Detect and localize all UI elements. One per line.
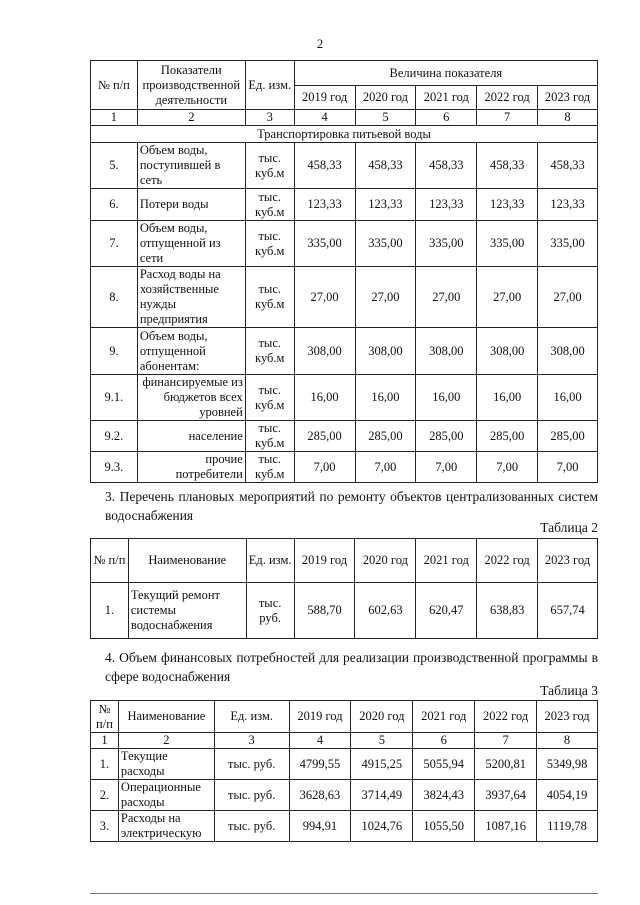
row-num: 8. xyxy=(91,267,138,328)
header-num: № п/п xyxy=(91,539,129,583)
value-cell: 458,33 xyxy=(477,143,538,189)
header-year: 2019 год xyxy=(294,86,355,110)
value-cell: 27,00 xyxy=(477,267,538,328)
value-cell: 1087,16 xyxy=(475,811,537,842)
header-year: 2022 год xyxy=(477,539,538,583)
row-num: 7. xyxy=(91,221,138,267)
index-cell: 4 xyxy=(294,110,355,126)
value-cell: 123,33 xyxy=(538,189,598,221)
header-value-group: Величина показателя xyxy=(294,61,597,86)
table-row xyxy=(91,749,598,780)
index-cell: 5 xyxy=(355,110,416,126)
row-num: 9.2. xyxy=(91,421,138,452)
table-row xyxy=(91,421,598,452)
value-cell: 3937,64 xyxy=(475,780,537,811)
value-cell: 27,00 xyxy=(355,267,416,328)
value-cell: 7,00 xyxy=(294,452,355,483)
row-name: Операционные расходы xyxy=(118,780,214,811)
value-cell: 335,00 xyxy=(538,221,598,267)
repair-measures-table xyxy=(90,538,598,639)
row-unit: тыс. куб.м xyxy=(245,328,294,375)
row-name: Объем воды, отпущенной из сети xyxy=(137,221,245,267)
header-year: 2021 год xyxy=(416,86,477,110)
header-indicator: Показатели производственной деятельности xyxy=(137,61,245,110)
value-cell: 123,33 xyxy=(294,189,355,221)
row-name: Потери воды xyxy=(137,189,245,221)
index-cell: 6 xyxy=(413,733,475,749)
row-name: население xyxy=(137,421,245,452)
value-cell: 3628,63 xyxy=(289,780,351,811)
row-num: 9.3. xyxy=(91,452,138,483)
row-unit: тыс. руб. xyxy=(214,749,289,780)
row-unit: тыс. куб.м xyxy=(245,189,294,221)
value-cell: 638,83 xyxy=(477,583,538,639)
value-cell: 4054,19 xyxy=(537,780,598,811)
value-cell: 5055,94 xyxy=(413,749,475,780)
row-unit: тыс. куб.м xyxy=(245,221,294,267)
section-4-heading: 4. Объем финансовых потребностей для реализации производственной программы в сфере водоснабжения xyxy=(105,650,598,684)
row-name: Расход воды на хозяйственные нужды предприятия xyxy=(137,267,245,328)
index-cell: 3 xyxy=(214,733,289,749)
value-cell: 123,33 xyxy=(355,189,416,221)
row-name: финансируемые из бюджетов всех уровней xyxy=(137,375,245,421)
row-num: 9.1. xyxy=(91,375,138,421)
index-row xyxy=(91,733,598,749)
index-cell: 1 xyxy=(91,733,119,749)
index-cell: 3 xyxy=(245,110,294,126)
value-cell: 285,00 xyxy=(477,421,538,452)
row-num: 5. xyxy=(91,143,138,189)
header-year: 2023 год xyxy=(538,539,598,583)
header-year: 2019 год xyxy=(289,701,351,733)
section-heading: Транспортировка питьевой воды xyxy=(91,126,598,143)
value-cell: 1055,50 xyxy=(413,811,475,842)
value-cell: 458,33 xyxy=(416,143,477,189)
value-cell: 1024,76 xyxy=(351,811,413,842)
row-name: Расходы на электрическую xyxy=(118,811,214,842)
table-row xyxy=(91,583,598,639)
row-num: 2. xyxy=(91,780,119,811)
value-cell: 588,70 xyxy=(294,583,355,639)
value-cell: 7,00 xyxy=(477,452,538,483)
index-cell: 1 xyxy=(91,110,138,126)
value-cell: 27,00 xyxy=(416,267,477,328)
value-cell: 4915,25 xyxy=(351,749,413,780)
table-2-caption: Таблица 2 xyxy=(540,520,598,535)
value-cell: 4799,55 xyxy=(289,749,351,780)
value-cell: 458,33 xyxy=(294,143,355,189)
value-cell: 308,00 xyxy=(477,328,538,375)
header-year: 2021 год xyxy=(416,539,477,583)
header-year: 2022 год xyxy=(477,86,538,110)
financial-needs-table xyxy=(90,700,598,842)
value-cell: 308,00 xyxy=(355,328,416,375)
value-cell: 27,00 xyxy=(538,267,598,328)
index-cell: 7 xyxy=(475,733,537,749)
value-cell: 308,00 xyxy=(416,328,477,375)
table-row xyxy=(91,375,598,421)
index-cell: 2 xyxy=(137,110,245,126)
value-cell: 285,00 xyxy=(294,421,355,452)
table-3-caption: Таблица 3 xyxy=(540,683,598,698)
header-year: 2019 год xyxy=(294,539,355,583)
table-row xyxy=(91,189,598,221)
value-cell: 620,47 xyxy=(416,583,477,639)
production-indicators-table xyxy=(90,60,598,483)
index-cell: 5 xyxy=(351,733,413,749)
value-cell: 657,74 xyxy=(538,583,598,639)
row-unit: тыс. куб.м xyxy=(245,143,294,189)
table-row xyxy=(91,221,598,267)
value-cell: 123,33 xyxy=(416,189,477,221)
value-cell: 7,00 xyxy=(416,452,477,483)
table-row xyxy=(91,780,598,811)
value-cell: 994,91 xyxy=(289,811,351,842)
header-year: 2020 год xyxy=(351,701,413,733)
row-num: 1. xyxy=(91,749,119,780)
value-cell: 335,00 xyxy=(416,221,477,267)
index-cell: 4 xyxy=(289,733,351,749)
row-num: 6. xyxy=(91,189,138,221)
index-cell: 2 xyxy=(118,733,214,749)
value-cell: 285,00 xyxy=(416,421,477,452)
row-unit: тыс. куб.м xyxy=(245,452,294,483)
header-name: Наименование xyxy=(128,539,246,583)
value-cell: 7,00 xyxy=(355,452,416,483)
header-unit: Ед. изм. xyxy=(245,61,294,110)
value-cell: 1119,78 xyxy=(537,811,598,842)
row-name: Текущие расходы xyxy=(118,749,214,780)
value-cell: 285,00 xyxy=(538,421,598,452)
row-num: 1. xyxy=(91,583,129,639)
index-cell: 7 xyxy=(477,110,538,126)
value-cell: 335,00 xyxy=(294,221,355,267)
value-cell: 602,63 xyxy=(355,583,416,639)
index-cell: 8 xyxy=(537,733,598,749)
header-year: 2022 год xyxy=(475,701,537,733)
value-cell: 285,00 xyxy=(355,421,416,452)
row-name: прочие потребители xyxy=(137,452,245,483)
value-cell: 16,00 xyxy=(355,375,416,421)
value-cell: 5200,81 xyxy=(475,749,537,780)
row-unit: тыс. руб. xyxy=(214,780,289,811)
row-unit: тыс. куб.м xyxy=(245,421,294,452)
header-num: № п/п xyxy=(91,61,138,110)
value-cell: 16,00 xyxy=(416,375,477,421)
page-number: 2 xyxy=(316,36,324,51)
table-row xyxy=(91,143,598,189)
value-cell: 5349,98 xyxy=(537,749,598,780)
section-3-heading: 3. Перечень плановых мероприятий по ремонту объектов централизованных систем водоснабжения xyxy=(105,489,598,523)
page-bottom-divider xyxy=(90,893,598,894)
value-cell: 458,33 xyxy=(538,143,598,189)
value-cell: 123,33 xyxy=(477,189,538,221)
table-row xyxy=(91,267,598,328)
header-unit: Ед. изм. xyxy=(246,539,294,583)
header-unit: Ед. изм. xyxy=(214,701,289,733)
table-row xyxy=(91,452,598,483)
row-num: 3. xyxy=(91,811,119,842)
row-num: 9. xyxy=(91,328,138,375)
row-unit: тыс. руб. xyxy=(214,811,289,842)
value-cell: 3824,43 xyxy=(413,780,475,811)
header-num: № п/п xyxy=(91,701,119,733)
row-unit: тыс. куб.м xyxy=(245,375,294,421)
row-name: Объем воды, отпущенной абонентам: xyxy=(137,328,245,375)
header-year: 2020 год xyxy=(355,539,416,583)
index-row xyxy=(91,110,598,126)
value-cell: 308,00 xyxy=(538,328,598,375)
value-cell: 27,00 xyxy=(294,267,355,328)
table-row xyxy=(91,811,598,842)
value-cell: 16,00 xyxy=(477,375,538,421)
index-cell: 6 xyxy=(416,110,477,126)
table-row xyxy=(91,328,598,375)
header-name: Наименование xyxy=(118,701,214,733)
value-cell: 308,00 xyxy=(294,328,355,375)
value-cell: 458,33 xyxy=(355,143,416,189)
header-year: 2023 год xyxy=(538,86,598,110)
value-cell: 16,00 xyxy=(294,375,355,421)
value-cell: 3714,49 xyxy=(351,780,413,811)
header-year: 2023 год xyxy=(537,701,598,733)
index-cell: 8 xyxy=(538,110,598,126)
row-unit: тыс. руб. xyxy=(246,583,294,639)
row-name: Объем воды, поступившей в сеть xyxy=(137,143,245,189)
value-cell: 7,00 xyxy=(538,452,598,483)
header-year: 2020 год xyxy=(355,86,416,110)
value-cell: 335,00 xyxy=(477,221,538,267)
value-cell: 335,00 xyxy=(355,221,416,267)
row-unit: тыс. куб.м xyxy=(245,267,294,328)
row-name: Текущий ремонт системы водоснабжения xyxy=(128,583,246,639)
value-cell: 16,00 xyxy=(538,375,598,421)
header-year: 2021 год xyxy=(413,701,475,733)
